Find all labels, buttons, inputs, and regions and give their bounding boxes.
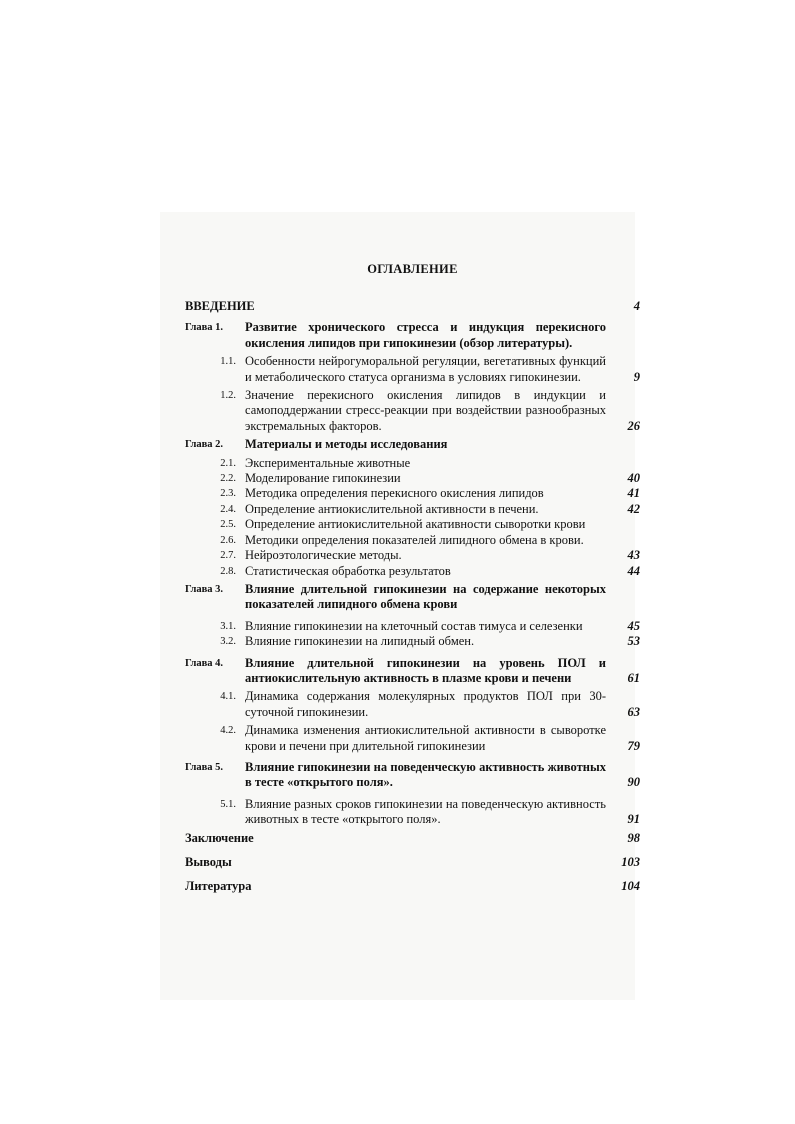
section-page: 45 xyxy=(627,618,640,633)
toc-title: ОГЛАВЛЕНИЕ xyxy=(367,262,458,276)
chapter-title: Влияние длительной гипокинезии на уровень ПОЛ и антиокислительную активность в плазме крови и печени xyxy=(245,655,606,685)
chapter-label: Глава 2. xyxy=(185,439,224,451)
table-of-contents xyxy=(185,262,640,895)
section-title: Влияние гипокинезии на клеточный состав тимуса и селезенки xyxy=(245,618,583,633)
section-number: 2.5. xyxy=(220,519,236,531)
toc-entry-findings[interactable] xyxy=(185,855,640,870)
toc-entry-text: Заключение xyxy=(185,830,254,845)
toc-section-5-1[interactable] xyxy=(185,797,640,828)
toc-entry-page: 98 xyxy=(627,830,640,845)
section-title: Моделирование гипокинезии xyxy=(245,471,401,486)
section-page: 53 xyxy=(627,634,640,649)
chapter-title: Материалы и методы исследования xyxy=(245,437,448,452)
section-page: 40 xyxy=(627,471,640,486)
toc-section-4-2[interactable] xyxy=(185,723,640,754)
section-page: 42 xyxy=(627,501,640,516)
toc-chapter-4[interactable] xyxy=(185,656,640,687)
section-title: Методика определения перекисного окисления липидов xyxy=(245,486,544,501)
toc-section-2-6[interactable] xyxy=(185,533,640,548)
toc-entry-page: 103 xyxy=(621,855,640,869)
toc-chapter-1[interactable] xyxy=(185,320,640,351)
section-number: 2.4. xyxy=(220,503,236,515)
toc-section-3-1[interactable] xyxy=(185,619,640,634)
toc-entry-references[interactable] xyxy=(185,879,640,894)
toc-section-2-7[interactable] xyxy=(185,548,640,563)
toc-entry-page: 4 xyxy=(633,299,640,313)
section-number: 2.6. xyxy=(220,534,236,546)
chapter-label: Глава 5. xyxy=(185,761,224,773)
toc-section-2-8[interactable] xyxy=(185,564,640,579)
section-number: 1.1. xyxy=(220,356,236,368)
toc-entry-text: ВВЕДЕНИЕ xyxy=(185,299,255,313)
section-number: 2.1. xyxy=(220,457,236,469)
toc-section-2-3[interactable] xyxy=(185,486,640,501)
section-page: 63 xyxy=(627,704,640,719)
section-number: 2.8. xyxy=(220,565,236,577)
toc-section-2-4[interactable] xyxy=(185,502,640,517)
toc-chapter-3[interactable] xyxy=(185,582,640,613)
toc-chapter-5[interactable] xyxy=(185,760,640,791)
chapter-label: Глава 1. xyxy=(185,322,224,334)
toc-entry-conclusion[interactable] xyxy=(185,831,640,846)
section-title: Влияние гипокинезии на липидный обмен. xyxy=(245,634,475,649)
section-number: 3.1. xyxy=(220,620,236,632)
toc-section-4-1[interactable] xyxy=(185,689,640,720)
section-title: Экспериментальные животные xyxy=(245,455,411,470)
toc-entry-text: Выводы xyxy=(185,855,232,869)
chapter-page: 61 xyxy=(627,670,640,685)
toc-entry-page: 104 xyxy=(621,879,640,894)
toc-entry-text: Литература xyxy=(185,879,252,894)
chapter-label: Глава 3. xyxy=(185,583,224,595)
toc-entry-intro[interactable] xyxy=(185,299,640,314)
section-page: 79 xyxy=(627,738,640,753)
toc-section-2-2[interactable] xyxy=(185,471,640,486)
section-title: Определение антиокислительной акативности сыворотки крови xyxy=(245,517,586,532)
chapter-title: Влияние гипокинезии на поведенческую активность животных в тесте «открытого поля». xyxy=(245,759,606,790)
section-page: 91 xyxy=(627,812,640,827)
toc-section-2-1[interactable] xyxy=(185,456,640,471)
section-title: Особенности нейрогуморальной регуляции, вегетативных функций и метаболического статуса организма в условиях гипокинезии. xyxy=(245,354,606,384)
toc-section-1-1[interactable] xyxy=(185,354,640,385)
section-title: Значение перекисного окисления липидов в индукции и самоподдержании стресс-реакции при воздействии разнообразных экстремальных факторов. xyxy=(245,388,606,433)
section-title: Нейроэтологические методы. xyxy=(245,548,402,563)
section-title: Динамика изменения антиокислительной активности в сыворотке крови и печени при длительной гипокинезии xyxy=(245,723,606,753)
section-number: 4.2. xyxy=(220,725,236,737)
section-title: Определение антиокислительной активности в печени. xyxy=(245,501,539,516)
toc-chapter-2[interactable] xyxy=(185,437,640,452)
section-number: 3.2. xyxy=(220,636,236,648)
chapter-title: Развитие хронического стресса и индукция перекисного окисления липидов при гипокинезии (обзор литературы). xyxy=(245,320,606,350)
chapter-title: Влияние длительной гипокинезии на содержание некоторых показателей липидного обмена крови xyxy=(245,581,606,612)
section-number: 2.7. xyxy=(220,550,236,562)
section-page: 26 xyxy=(627,418,640,433)
section-page: 41 xyxy=(627,486,640,501)
chapter-page: 90 xyxy=(627,775,640,790)
section-number: 4.1. xyxy=(220,691,236,703)
section-number: 5.1. xyxy=(220,798,236,810)
section-number: 2.2. xyxy=(220,473,236,485)
toc-section-2-5[interactable] xyxy=(185,517,640,532)
section-title: Динамика содержания молекулярных продуктов ПОЛ при 30-суточной гипокинезии. xyxy=(245,689,606,719)
toc-section-3-2[interactable] xyxy=(185,634,640,649)
section-page: 43 xyxy=(627,548,640,563)
section-title: Методики определения показателей липидного обмена в крови. xyxy=(245,532,584,547)
toc-section-1-2[interactable] xyxy=(185,388,640,434)
section-page: 44 xyxy=(627,563,640,578)
section-number: 2.3. xyxy=(220,488,236,500)
section-number: 1.2. xyxy=(220,390,236,402)
chapter-label: Глава 4. xyxy=(185,657,224,669)
section-title: Влияние разных сроков гипокинезии на поведенческую активность животных в тесте «открытого поля». xyxy=(245,796,606,827)
section-page: 9 xyxy=(633,369,640,384)
section-title: Статистическая обработка результатов xyxy=(245,563,451,578)
